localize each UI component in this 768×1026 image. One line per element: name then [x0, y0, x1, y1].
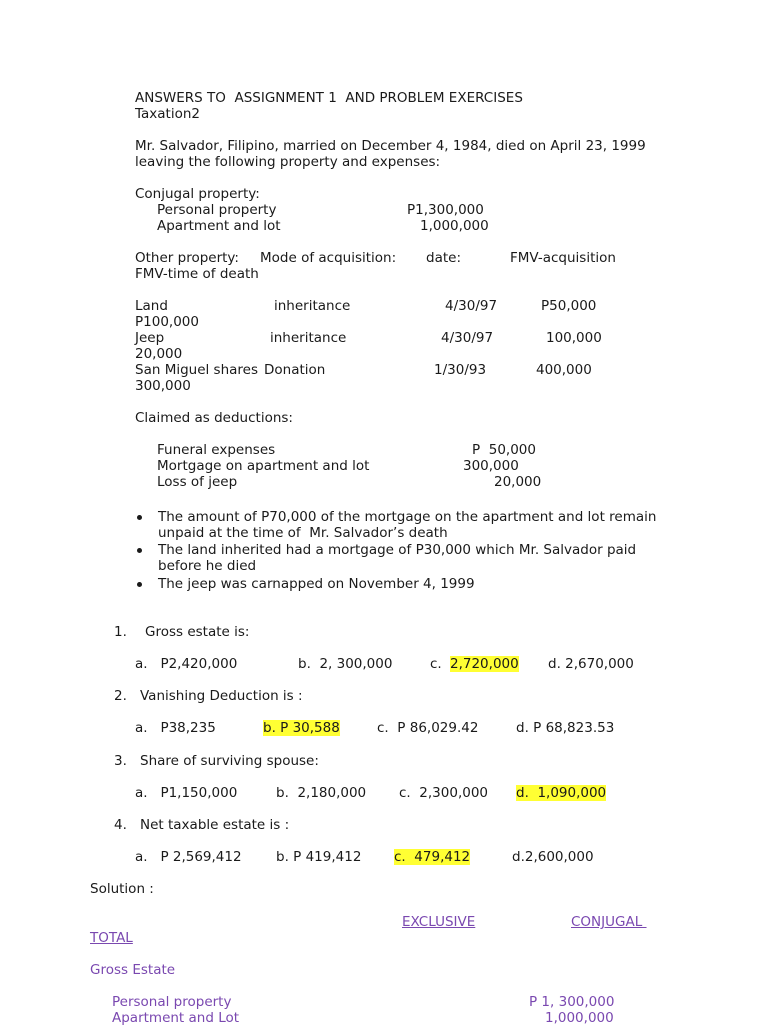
answer-choice: a. P1,150,000: [135, 785, 238, 801]
deduction-value: 300,000: [463, 458, 519, 474]
property-fmv-acq: 100,000: [546, 330, 602, 346]
answer-choice: b. 2,180,000: [276, 785, 367, 801]
answer-choice: b. P 419,412: [276, 849, 362, 865]
other-property-header-col4: FMV-acquisition: [510, 250, 616, 266]
conjugal-item-label: Personal property: [157, 202, 277, 218]
property-fmv-death: 300,000: [135, 378, 191, 394]
deductions-label: Claimed as deductions:: [135, 410, 293, 426]
property-fmv-acq: 400,000: [536, 362, 592, 378]
gross-estate-label: Gross Estate: [90, 962, 176, 978]
property-mode: inheritance: [274, 298, 351, 314]
property-fmv-death: P100,000: [135, 314, 199, 330]
property-fmv-acq: P50,000: [541, 298, 597, 314]
deduction-label: Funeral expenses: [157, 442, 276, 458]
property-name: Jeep: [135, 330, 165, 346]
solution-row-value: P 1, 300,000: [529, 994, 615, 1010]
answer-choice: b. 2, 300,000: [298, 656, 393, 672]
answer-choice: c.: [430, 656, 451, 672]
other-property-header-col3: date:: [426, 250, 461, 266]
answer-choice: c. 2,300,000: [399, 785, 489, 801]
other-property-header-col2: Mode of acquisition:: [260, 250, 397, 266]
question-number: 3.: [114, 753, 127, 769]
solution-row-value: 1,000,000: [545, 1010, 614, 1026]
intro-line-1: Mr. Salvador, Filipino, married on December 4, 1984, died on April 23, 1999: [135, 138, 646, 154]
solution-row-label: Personal property: [112, 994, 232, 1010]
answer-choice-correct: b. P 30,588: [263, 720, 340, 736]
other-property-header-col5: FMV-time of death: [135, 266, 259, 282]
note-line: unpaid at the time of Mr. Salvador’s death: [158, 525, 448, 541]
answer-choice: c. P 86,029.42: [377, 720, 479, 736]
question-text: Vanishing Deduction is :: [140, 688, 303, 704]
solution-col-exclusive: EXCLUSIVE: [402, 914, 476, 930]
answer-choice: d. P 68,823.53: [516, 720, 615, 736]
note-line: before he died: [158, 558, 257, 574]
property-name: Land: [135, 298, 168, 314]
property-name: San Miguel shares: [135, 362, 259, 378]
solution-col-conjugal: CONJUGAL: [571, 914, 647, 930]
conjugal-item-label: Apartment and lot: [157, 218, 281, 234]
answer-choice: a. P38,235: [135, 720, 216, 736]
bullet-icon: [137, 515, 142, 520]
conjugal-item-value: 1,000,000: [420, 218, 489, 234]
question-text: Net taxable estate is :: [140, 817, 290, 833]
deduction-value: 20,000: [494, 474, 542, 490]
bullet-icon: [137, 582, 142, 587]
bullet-icon: [137, 548, 142, 553]
answer-choice: d.2,600,000: [512, 849, 594, 865]
answer-choice-correct: c. 479,412: [394, 849, 471, 865]
conjugal-label: Conjugal property:: [135, 186, 260, 202]
question-number: 4.: [114, 817, 127, 833]
property-fmv-death: 20,000: [135, 346, 183, 362]
question-text: Share of surviving spouse:: [140, 753, 319, 769]
solution-label: Solution :: [90, 881, 154, 897]
property-mode: Donation: [264, 362, 326, 378]
note-line: The amount of P70,000 of the mortgage on the apartment and lot remain: [158, 509, 657, 525]
answer-choice: a. P 2,569,412: [135, 849, 242, 865]
answer-choice-correct: d. 1,090,000: [516, 785, 607, 801]
answer-choice: a. P2,420,000: [135, 656, 238, 672]
question-number: 2.: [114, 688, 127, 704]
deduction-label: Loss of jeep: [157, 474, 238, 490]
property-mode: inheritance: [270, 330, 347, 346]
question-number: 1.: [114, 624, 127, 640]
solution-row-label: Apartment and Lot: [112, 1010, 240, 1026]
property-date: 4/30/97: [441, 330, 494, 346]
intro-line-2: leaving the following property and expenses:: [135, 154, 441, 170]
document-title: ANSWERS TO ASSIGNMENT 1 AND PROBLEM EXERCISES: [135, 90, 523, 106]
answer-choice-correct: 2,720,000: [450, 656, 519, 672]
deduction-value: P 50,000: [472, 442, 536, 458]
deduction-label: Mortgage on apartment and lot: [157, 458, 370, 474]
note-line: The land inherited had a mortgage of P30,000 which Mr. Salvador paid: [158, 542, 637, 558]
solution-col-total: TOTAL: [90, 930, 133, 946]
property-date: 1/30/93: [434, 362, 487, 378]
other-property-header-col1: Other property:: [135, 250, 239, 266]
document-subtitle: Taxation2: [135, 106, 200, 122]
question-text: Gross estate is:: [145, 624, 250, 640]
property-date: 4/30/97: [445, 298, 498, 314]
note-line: The jeep was carnapped on November 4, 1999: [158, 576, 475, 592]
answer-choice: d. 2,670,000: [548, 656, 634, 672]
conjugal-item-value: P1,300,000: [407, 202, 484, 218]
